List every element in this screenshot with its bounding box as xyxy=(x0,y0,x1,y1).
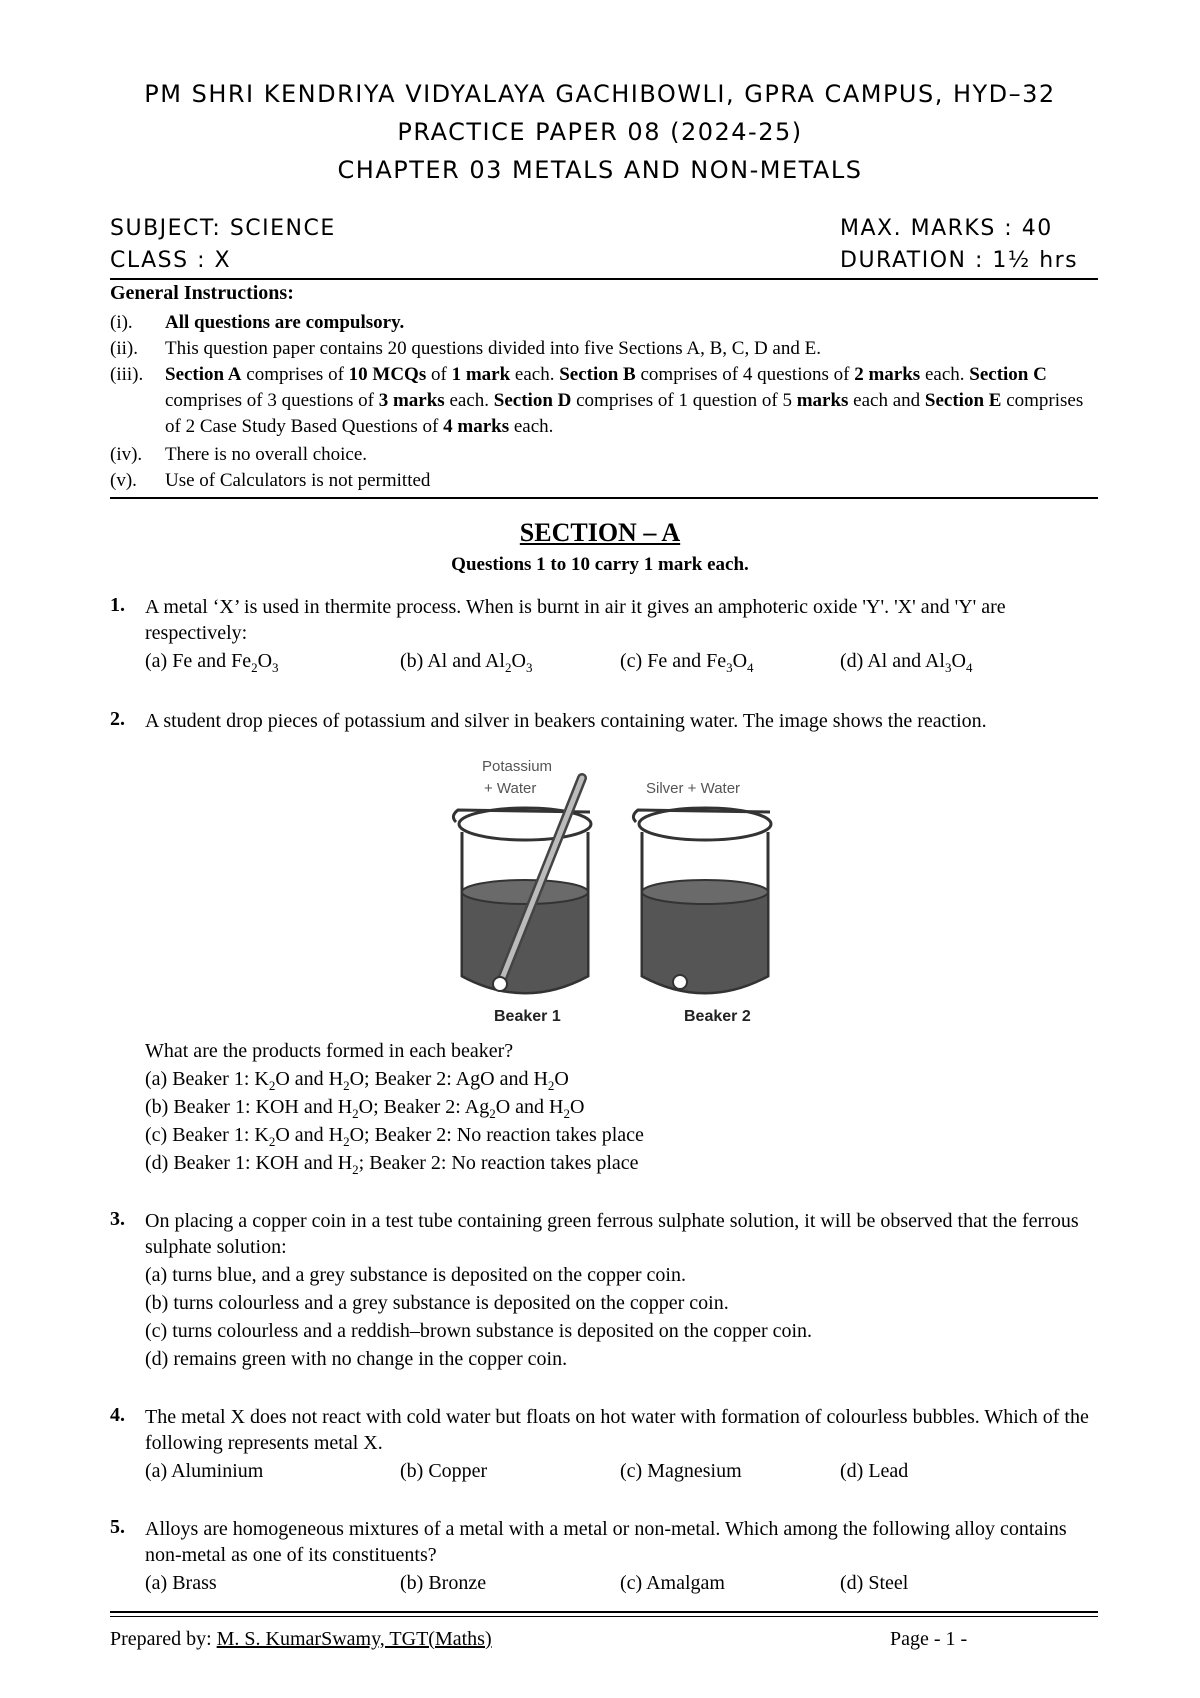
header-divider xyxy=(110,278,1098,280)
option-c: (c) Beaker 1: $K_2O$ and $H_2O$; Beaker 2: No reaction takes place xyxy=(145,1124,644,1149)
option-b: (b) Copper xyxy=(400,1460,488,1482)
question-text: The metal X does not react with cold water but floats on hot water with formation of colourless bubbles. Which of the following represents metal X. xyxy=(145,1406,1089,1454)
paper-title: PRACTICE PAPER 08 (2024-25) xyxy=(397,118,803,146)
option-d: (d) Beaker 1: KOH and $H_2$; Beaker 2: No reaction takes place xyxy=(145,1152,639,1177)
instruction-text: All questions are compulsory. xyxy=(165,312,405,333)
option-a: (a) Fe and $Fe_2O_3$ xyxy=(145,650,279,675)
question-text: Alloys are homogeneous mixtures of a metal with a metal or non-metal. Which among the following alloy contains non-metal as one of its constituents? xyxy=(145,1518,1067,1566)
option-c: (c) Magnesium xyxy=(620,1460,742,1482)
instruction-number: (iii). xyxy=(110,364,144,385)
prepared-by: Prepared by: M. S. KumarSwamy, TGT(Maths) xyxy=(110,1628,492,1650)
option-c: (c) Amalgam xyxy=(620,1572,725,1594)
option-a: (a) Brass xyxy=(145,1572,217,1594)
question-number: 3. xyxy=(110,1208,125,1230)
question-text: On placing a copper coin in a test tube containing green ferrous sulphate solution, it will be observed that the ferrous sulphate solution: xyxy=(145,1210,1079,1258)
option-b: (b) turns colourless and a grey substance is deposited on the copper coin. xyxy=(145,1292,729,1314)
question-text: A metal ‘X’ is used in thermite process. When is burnt in air it gives an amphoteric oxide 'Y'. 'X' and 'Y' are respectively: xyxy=(145,596,1006,644)
instruction-number: (v). xyxy=(110,470,137,491)
beaker-2-icon xyxy=(633,808,771,993)
instruction-text: Use of Calculators is not permitted xyxy=(165,470,431,491)
option-b: (b) Beaker 1: KOH and $H_2O$; Beaker 2: $Ag_2O$ and $H_2O$ xyxy=(145,1096,585,1121)
question-number: 4. xyxy=(110,1404,125,1426)
instruction-item xyxy=(110,362,1100,442)
option-b: (b) Bronze xyxy=(400,1572,487,1594)
option-d: (d) Lead xyxy=(840,1460,909,1482)
footer-rule xyxy=(110,1611,1098,1613)
duration-label: DURATION : 1½ hrs xyxy=(840,248,1079,273)
question-number: 1. xyxy=(110,594,125,616)
chapter-title: CHAPTER 03 METALS AND NON-METALS xyxy=(337,156,863,184)
max-marks-label: MAX. MARKS : 40 xyxy=(840,216,1053,241)
school-name: PM SHRI KENDRIYA VIDYALAYA GACHIBOWLI, GPRA CAMPUS, HYD–32 xyxy=(144,80,1056,108)
beaker-figure xyxy=(440,752,780,1030)
instructions-divider xyxy=(110,497,1098,499)
section-subtitle: Questions 1 to 10 carry 1 mark each. xyxy=(451,554,749,575)
class-label: CLASS : X xyxy=(110,248,232,273)
option-c: (c) Fe and $Fe_3O_4$ xyxy=(620,650,754,675)
option-d: (d) remains green with no change in the copper coin. xyxy=(145,1348,568,1370)
option-d: (d) Steel xyxy=(840,1572,909,1594)
instructions-title: General Instructions: xyxy=(110,282,294,304)
silver-label: Silver + Water xyxy=(646,780,741,797)
option-a: (a) Beaker 1: $K_2O$ and $H_2O$; Beaker 2: AgO and $H_2O$ xyxy=(145,1068,569,1093)
option-a: (a) turns blue, and a grey substance is deposited on the copper coin. xyxy=(145,1264,686,1286)
question-number: 2. xyxy=(110,708,125,730)
page-number: Page - 1 - xyxy=(890,1628,968,1650)
instruction-text: This question paper contains 20 questions divided into five Sections A, B, C, D and E. xyxy=(165,338,821,359)
instruction-number: (i). xyxy=(110,312,133,333)
instruction-number: (ii). xyxy=(110,338,138,359)
subject-label: SUBJECT: SCIENCE xyxy=(110,216,336,241)
option-b: (b) Al and $Al_2O_3$ xyxy=(400,650,533,675)
beaker-1-icon xyxy=(453,778,591,993)
option-a: (a) Aluminium xyxy=(145,1460,264,1482)
beaker-1-label: Beaker 1 xyxy=(494,1008,561,1025)
beaker-2-label: Beaker 2 xyxy=(684,1008,751,1025)
potassium-label-line2: + Water xyxy=(484,780,537,797)
option-c: (c) turns colourless and a reddish–brown substance is deposited on the copper coin. xyxy=(145,1320,813,1342)
section-title: SECTION – A xyxy=(519,518,681,547)
potassium-label-line1: Potassium xyxy=(482,758,553,775)
beakers-drawing xyxy=(440,752,780,1030)
author-name: M. S. KumarSwamy, TGT(Maths) xyxy=(216,1628,492,1650)
instruction-text: There is no overall choice. xyxy=(165,444,368,465)
question-text: A student drop pieces of potassium and silver in beakers containing water. The image shows the reaction. xyxy=(145,710,987,732)
question-prompt: What are the products formed in each beaker? xyxy=(145,1040,514,1062)
footer-rule xyxy=(110,1616,1098,1617)
instruction-number: (iv). xyxy=(110,444,143,465)
question-number: 5. xyxy=(110,1516,125,1538)
option-d: (d) Al and $Al_3O_4$ xyxy=(840,650,973,675)
instruction-text: Section A comprises of 10 MCQs of 1 mark each. Section B comprises of 4 questions of 2 marks each. Section C comprises of 3 questions of 3 marks each. Section D comprises of 1 question of 5 marks each and Section E comprises of 2 Case Study Based Questions of 4 marks each. xyxy=(165,364,1084,437)
